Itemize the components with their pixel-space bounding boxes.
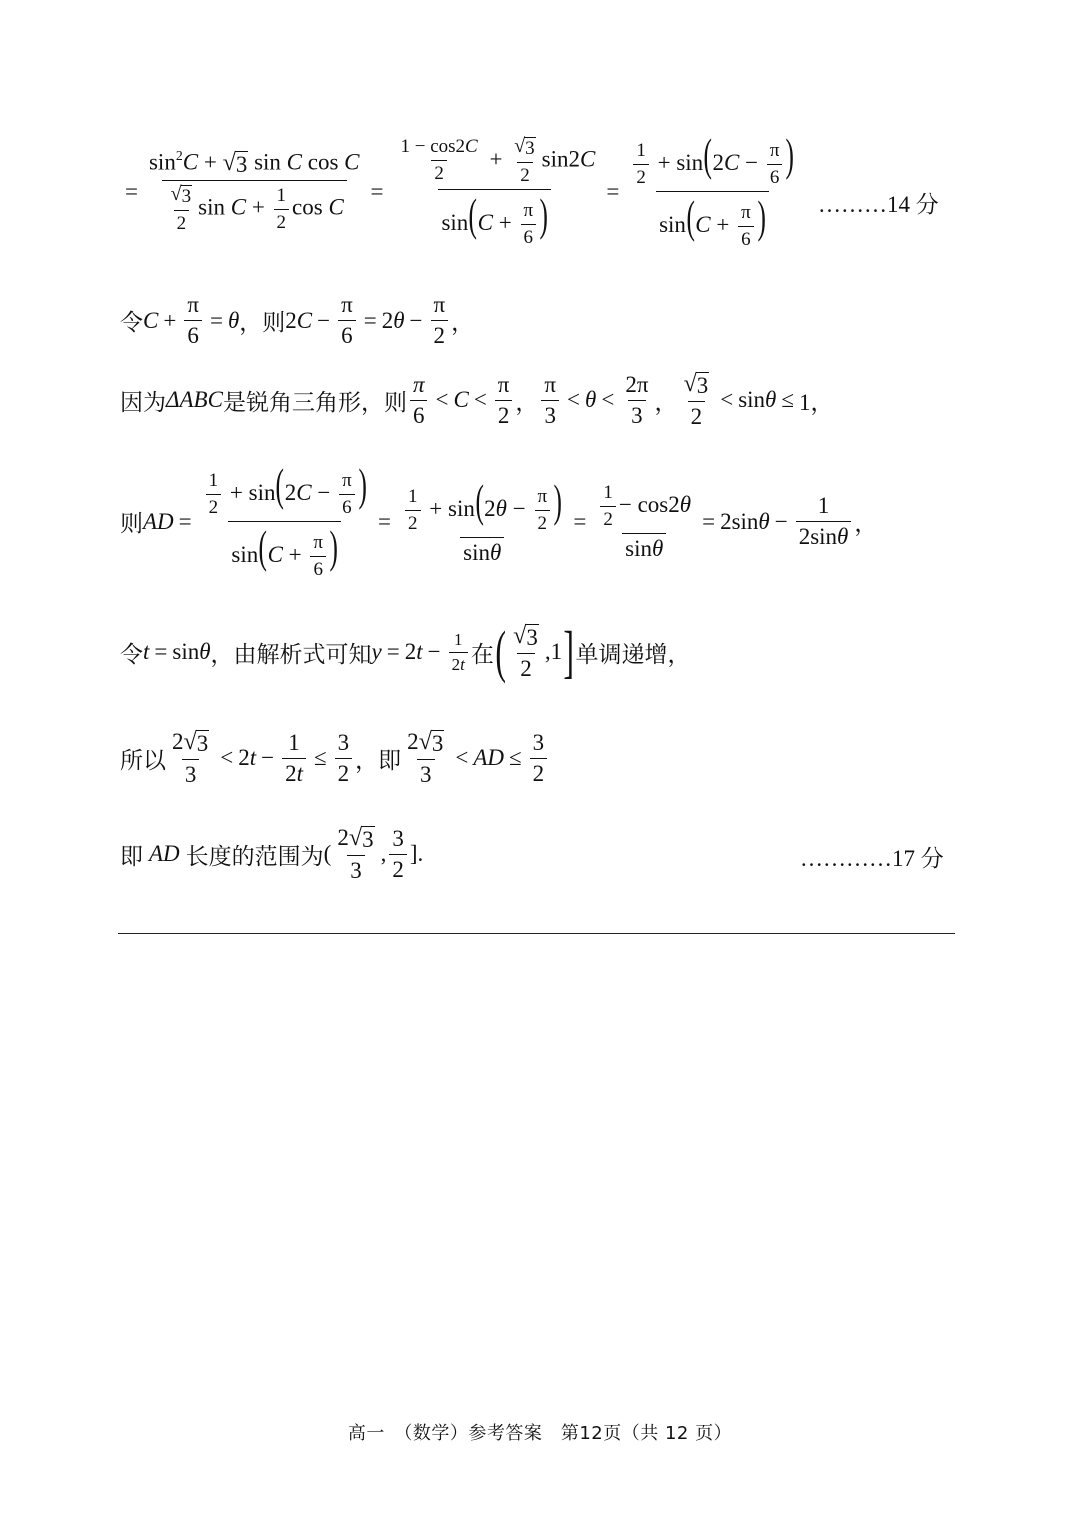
then-label: 则 [262,310,286,335]
let-label: 令 [120,310,143,335]
equation-line-7: 即 AD 长度的范围为 ( 2 √ 3 3 , $\frac{3}{2}$ ]. [120,824,424,883]
equation-line-2: 令 C + $\frac{\pi}{6}$ = θ ， 则 2 C − $\frac{\pi}{6}$ = 2 θ − $\frac{\pi}{2}$ ， [120,292,475,348]
comma: ， [239,310,263,335]
equation-line-5: 令 t = sin θ ，由解析式可知 y = 2 t − $\frac{1}{2t}$ 在 ( √ 3 2 ,1 ] 单调递增， [120,619,691,684]
equation-line-3: 因为 ΔABC 是锐角三角形，则 $\frac{\pi}{6}$ < C < $\frac{\pi}{2}$ ， $\frac{\pi}{3}$ < θ < $\frac{2\pi}{3}$ ， √ 3 2 < sin θ ≤ 1， [120,370,834,429]
fraction-2: $\frac{1 - \cos 2C}{2}$ + √ 3 2 sin2C sin(C + $\frac{\pi}{6}$ ) [400,134,596,248]
fraction-3: $\frac{1}{2}$ + sin(2C − $\frac{\pi}{6}$ ) sin(C + $\frac{\pi}{6}$ ) [627,132,797,251]
fraction-1: $\sin^2C$ + √ 3 sin C cos C √ 3 2 sin C + $\frac{1}{2}$ cos C [148,148,360,235]
divider-line [118,933,955,934]
equation-line-1: = $\sin^2C$ + √ 3 sin C cos C √ 3 2 sin C + $\frac{1}{2}$ cos C = $\frac{1 - \cos 2C}{2}$ + √ 3 2 sin2C sin(C + $\frac{\pi}{6}$ ) = $\frac{1}{2}$ + sin(2C − $\frac{\pi}{6}$ ) sin(C + $\frac{\pi}{6}$ ) [120,132,801,251]
score-14: ………14 分 [818,192,939,217]
equation-line-6: 所以 2 √ 3 3 < 2 t − $\frac{1}{2t}$ ≤ $\frac{3}{2}$ ，即 2 √ 3 3 < AD ≤ $\frac{3}{2}$ [120,728,550,788]
page-footer: 高一 （数学）参考答案 第12页（共 12 页） [347,1423,733,1444]
triangle-label: ΔABC [166,387,223,412]
equation-line-4: 则 AD = $\frac{1}{2}$ + sin(2C − $\frac{\pi}{6}$ ) sin(C + $\frac{\pi}{6}$ ) = $\frac{1}{2}$ + sin(2θ − $\frac{\pi}{2}$ ) sinθ = $\frac{1}{2}$ − cos2θ sinθ = 2sin θ − $\frac{1}{2\sin\theta}$ ， [120,459,878,581]
score-17: …………17 分 [800,846,944,871]
